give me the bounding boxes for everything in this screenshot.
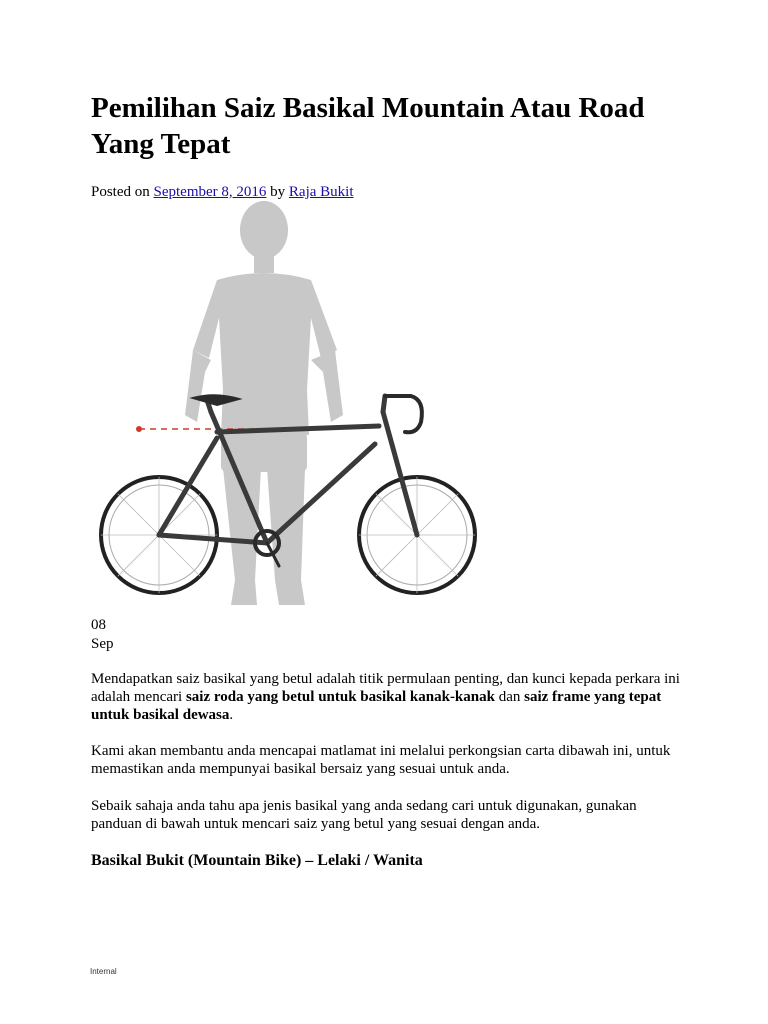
guide-paragraph: Sebaik sahaja anda tahu apa jenis basikal yang anda sedang cari untuk digunakan, gunakan panduan di bawah untuk mencari saiz yang betul yang sesuai dengan anda. <box>91 798 637 832</box>
intro-text-2: dan <box>494 689 525 705</box>
article-title: Pemilihan Saiz Basikal Mountain Atau Road Yang Tepat <box>91 92 645 160</box>
intro-paragraph <box>91 670 681 724</box>
author-link[interactable]: Raja Bukit <box>288 184 354 200</box>
intro-text-3: . <box>229 707 234 723</box>
posted-on-label: Posted on <box>91 184 150 200</box>
by-label: by <box>270 184 286 200</box>
intro-bold-2: saiz frame yang tepat untuk basikal dewasa <box>91 689 662 723</box>
section-heading: Basikal Bukit (Mountain Bike) – Lelaki / Wanita <box>91 852 423 869</box>
date-day: 08 <box>91 617 106 633</box>
post-meta <box>91 182 354 202</box>
footer-label: Internal <box>90 967 117 976</box>
intro-bold-1: saiz roda yang betul untuk basikal kanak-kanak <box>185 689 495 705</box>
intro-text-1: Mendapatkan saiz basikal yang betul adalah titik permulaan penting, dan kunci kepada perkara ini adalah mencari <box>91 671 680 705</box>
bike-size-illustration <box>99 200 489 615</box>
chart-paragraph: Kami akan membantu anda mencapai matlamat ini melalui perkongsian carta dibawah ini, untuk memastikan anda mempunyai basikal bersaiz yang sesuai untuk anda. <box>91 743 671 777</box>
post-date-badge <box>91 616 114 654</box>
date-month: Sep <box>91 636 114 652</box>
post-date-link[interactable]: September 8, 2016 <box>153 184 267 200</box>
